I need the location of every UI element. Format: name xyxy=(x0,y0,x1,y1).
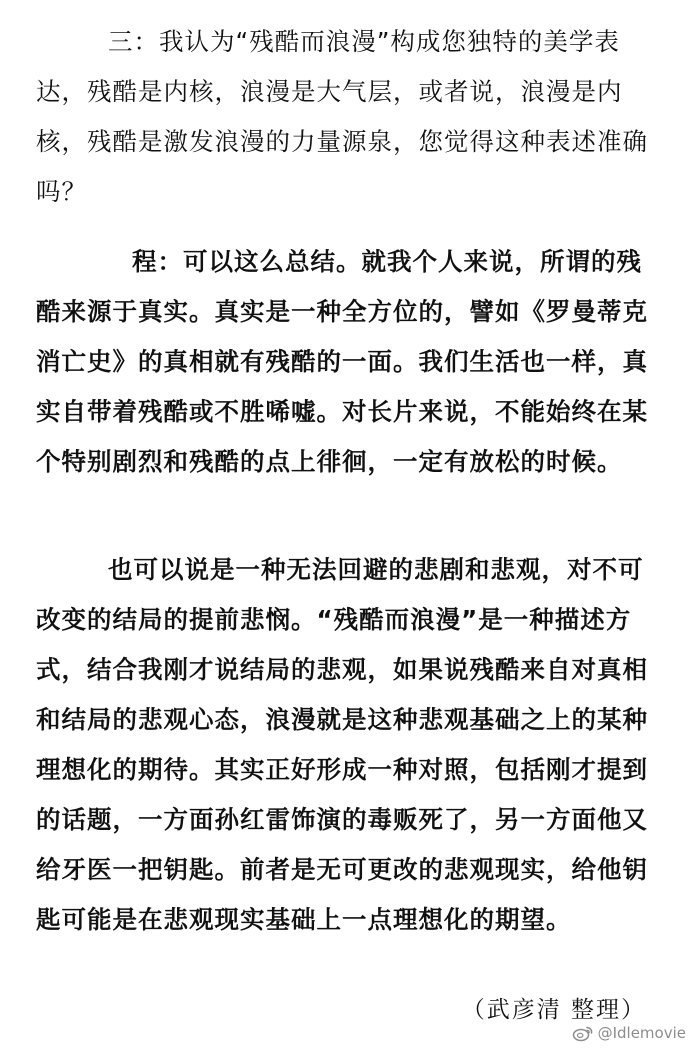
watermark xyxy=(572,1022,686,1044)
watermark-text: @Idlemovie xyxy=(597,1024,686,1042)
answer-paragraph-2: 也可以说是一种无法回避的悲剧和悲观，对不可改变的结局的提前悲悯。“残酷而浪漫”是一种描述方式，结合我刚才说结局的悲观，如果说残酷来自对真相和结局的悲观心态，浪漫就是这种悲观基础之上的某种理想化的期待。其实正好形成一种对照，包括刚才提到的话题，一方面孙红雷饰演的毒贩死了，另一方面他又给牙医一把钥匙。前者是无可更改的悲观现实，给他钥匙可能是在悲观现实基础上一点理想化的期望。 xyxy=(36,555,648,934)
editor-credit: （武彦清 整理） xyxy=(461,997,646,1023)
answer-paragraph-1: 程：可以这么总结。就我个人来说，所谓的残酷来源于真实。真实是一种全方位的，譬如《罗曼蒂克消亡史》的真相就有残酷的一面。我们生活也一样，真实自带着残酷或不胜唏嘘。对长片来说，不能始终在某个特别剧烈和残酷的点上徘徊，一定有放松的时候。 xyxy=(36,247,648,476)
weibo-icon xyxy=(572,1024,594,1042)
question-paragraph: 三：我认为“残酷而浪漫”构成您独特的美学表达，残酷是内核，浪漫是大气层，或者说，浪漫是内核，残酷是激发浪漫的力量源泉，您觉得这种表述准确吗？ xyxy=(36,27,648,206)
